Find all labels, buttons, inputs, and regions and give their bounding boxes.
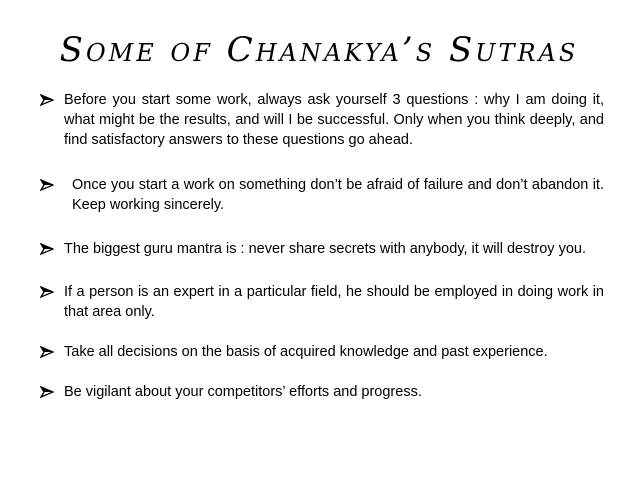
list-item	[40, 90, 604, 150]
list-item	[40, 382, 604, 402]
list-item	[40, 239, 604, 259]
bullet-text: The biggest guru mantra is : never share secrets with anybody, it will destroy you.	[64, 241, 586, 257]
list-item	[40, 282, 604, 322]
bullet-list	[40, 90, 604, 402]
arrowhead-bullet-icon	[40, 90, 56, 110]
bullet-text: If a person is an expert in a particular field, he should be employed in doing work in that area only.	[64, 284, 604, 320]
slide-title: Some of Chanakya’s Sutras	[59, 30, 579, 70]
bullet-text: Once you start a work on something don’t be afraid of failure and don’t abandon it. Keep working sincerely.	[72, 177, 604, 213]
arrowhead-bullet-icon	[40, 382, 56, 402]
list-item	[40, 342, 604, 362]
bullet-text: Be vigilant about your competitors’ efforts and progress.	[64, 384, 422, 400]
arrowhead-bullet-icon	[40, 175, 56, 195]
arrowhead-bullet-icon	[40, 282, 56, 302]
bullet-text: Take all decisions on the basis of acquired knowledge and past experience.	[64, 344, 548, 360]
arrowhead-bullet-icon	[40, 239, 56, 259]
list-item	[40, 175, 604, 215]
arrowhead-bullet-icon	[40, 342, 56, 362]
bullet-text: Before you start some work, always ask yourself 3 questions : why I am doing it, what might be the results, and will I be successful. Only when you think deeply, and find satisfactory answers to these questions go ahead.	[64, 92, 604, 148]
